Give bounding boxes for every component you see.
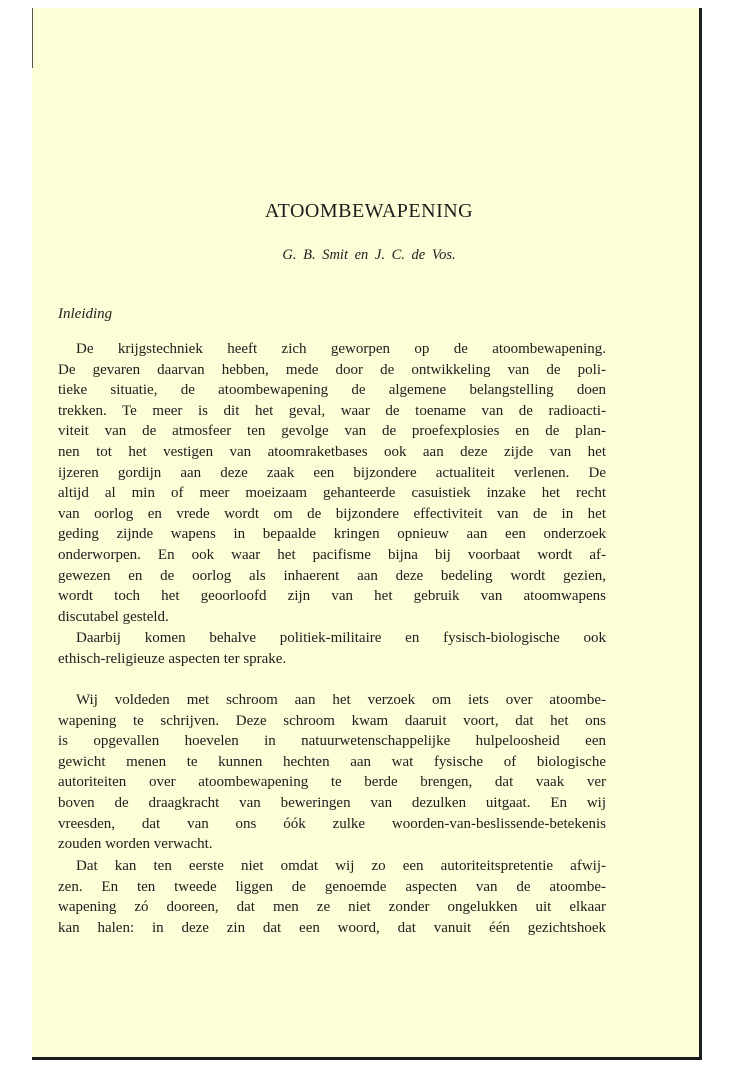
paragraph-3	[58, 690, 606, 855]
text-line: gewicht menen te kunnen hechten aan wat fysische of biologische	[58, 753, 606, 770]
text-line: altijd al min of meer moeizaam gehanteerde casuistiek inzake het recht	[58, 485, 606, 502]
page-left-edge	[32, 8, 33, 68]
text-line: kan halen: in deze zin dat een woord, dat vanuit één gezichtshoek	[58, 919, 606, 936]
text-line: boven de draagkracht van beweringen van dezulken uitgaat. En wij	[58, 794, 606, 811]
text-line: autoriteiten over atoombewapening te berde brengen, dat vaak ver	[58, 774, 606, 791]
text-line: zen. En ten tweede liggen de genoemde aspecten van de atoombe-	[58, 878, 606, 895]
text-line: tieke situatie, de atoombewapening de algemene belangstelling doen	[58, 382, 606, 399]
text-line: zouden worden verwacht.	[58, 836, 213, 853]
text-line: geding zijnde wapens in bepaalde kringen opnieuw aan een onderzoek	[58, 526, 606, 543]
text-line: van oorlog en vrede wordt om de bijzondere effectiviteit van de in het	[58, 505, 606, 522]
text-line: nen tot het vestigen van atoomraketbases ook aan deze zijde van het	[58, 443, 606, 460]
text-line: viteit van de atmosfeer ten gevolge van de proefexplosies en de plan-	[58, 423, 606, 440]
text-line: ijzeren gordijn aan deze zaak een bijzondere actualiteit verlenen. De	[58, 464, 606, 481]
text-line: is opgevallen hoevelen in natuurwetenschappelijke hulpeloosheid een	[58, 733, 606, 750]
text-line: De gevaren daarvan hebben, mede door de ontwikkeling van de poli-	[58, 361, 606, 378]
text-line: wapening te schrijven. Deze schroom kwam daaruit voort, dat het ons	[58, 712, 606, 729]
text-line: onderworpen. En ook waar het pacifisme bijna bij voorbaat wordt af-	[58, 546, 606, 563]
document-authors: G. B. Smit en J. C. de Vos.	[282, 247, 456, 263]
text-line: trekken. Te meer is dit het geval, waar de toename van de radioacti-	[58, 402, 606, 419]
document-title: ATOOMBEWAPENING	[264, 200, 474, 222]
text-line: Daarbij komen behalve politiek-militaire en fysisch-biologische ook	[76, 630, 606, 646]
text-line: De krijgstechniek heeft zich geworpen op de atoombewapening.	[76, 341, 606, 357]
paragraph-4	[58, 856, 606, 938]
paragraph-2	[58, 628, 606, 669]
text-line: ethisch-religieuze aspecten ter sprake.	[58, 650, 287, 667]
text-line: wordt toch het geoorloofd zijn van het gebruik van atoomwapens	[58, 588, 606, 605]
text-line: vreesden, dat van ons óók zulke woorden-van-beslissende-betekenis	[58, 815, 606, 832]
text-line: gewezen en de oorlog als inhaerent aan deze bedeling wordt gezien,	[58, 567, 606, 584]
text-line: discutabel gesteld.	[58, 608, 169, 625]
text-line: Dat kan ten eerste niet omdat wij zo een autoriteitspretentie afwij-	[76, 858, 606, 874]
paragraph-1	[58, 339, 606, 627]
section-heading: Inleiding	[58, 306, 113, 322]
text-line: Wij voldeden met schroom aan het verzoek om iets over atoombe-	[76, 692, 606, 708]
text-line: wapening zó dooreen, dat men ze niet zonder ongelukken uit elkaar	[58, 899, 606, 916]
